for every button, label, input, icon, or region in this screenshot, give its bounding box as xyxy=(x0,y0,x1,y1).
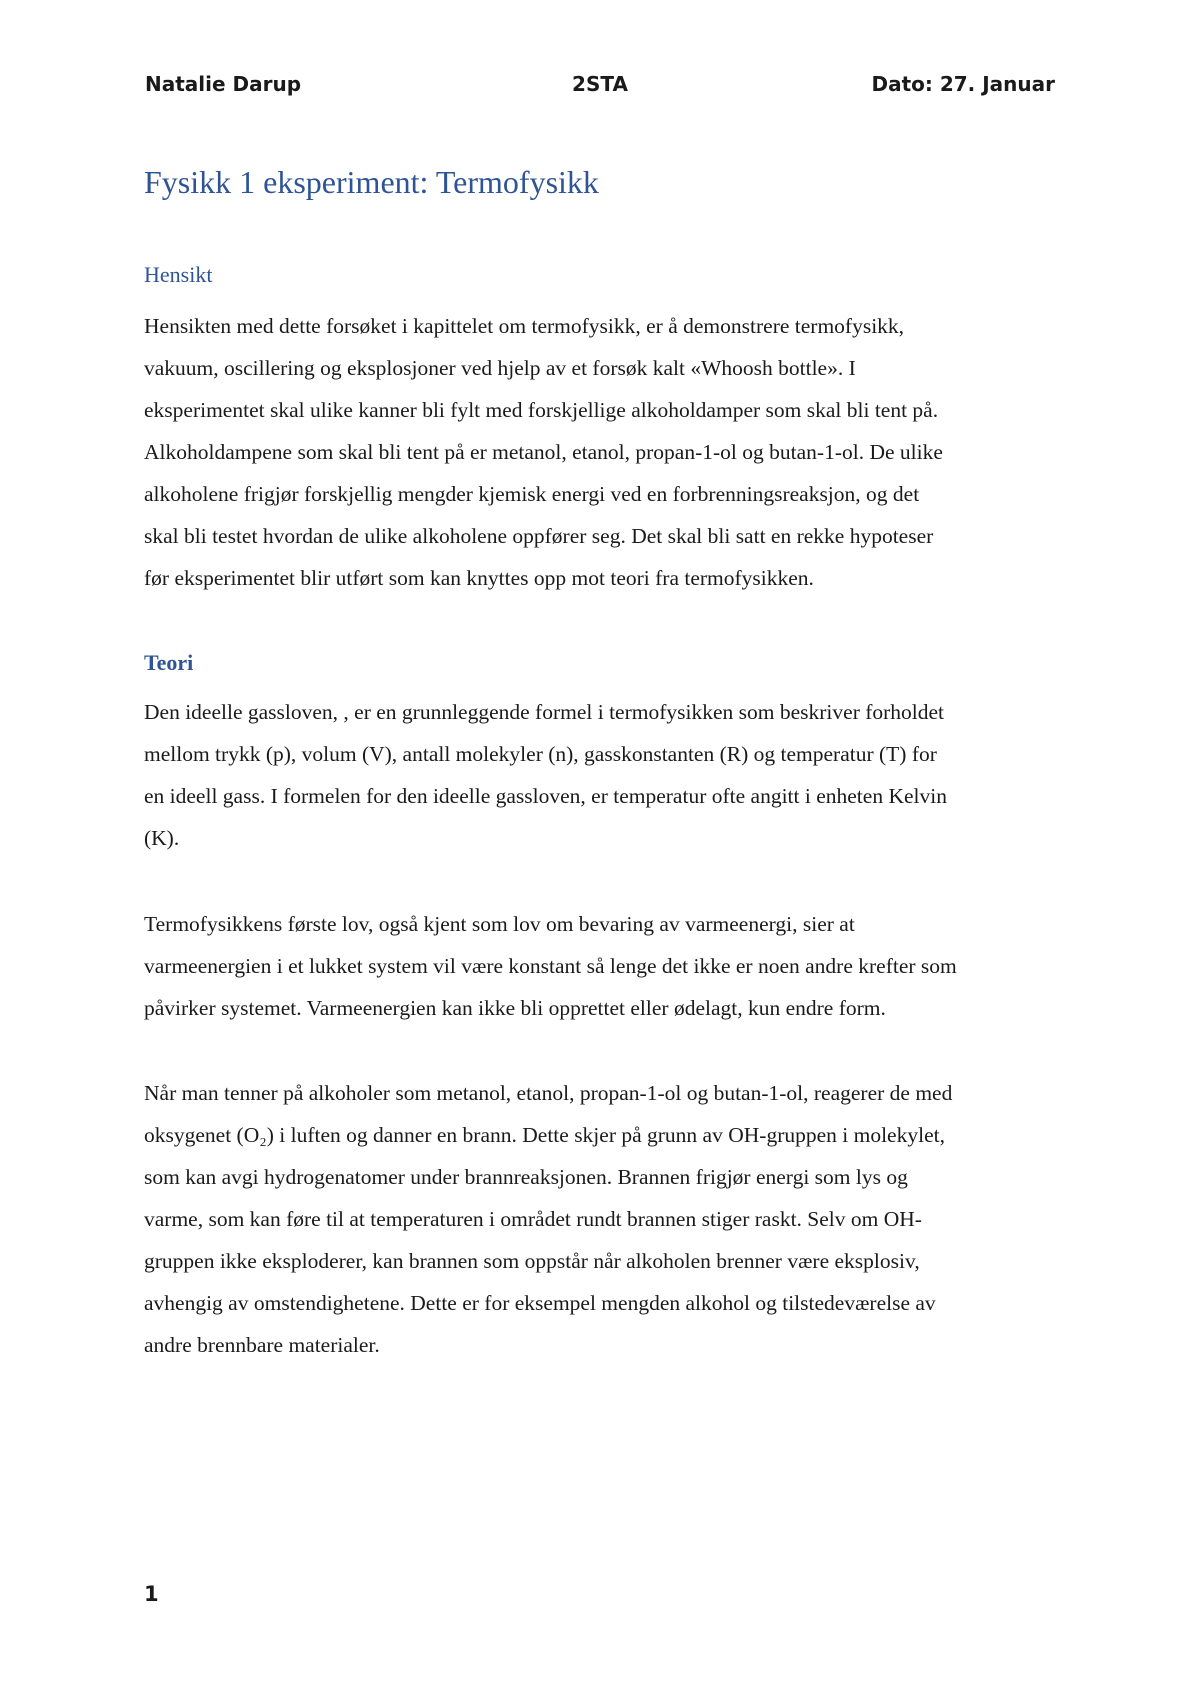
text-line: Termofysikkens første lov, også kjent som lov om bevaring av varmeenergi, sier at xyxy=(144,912,855,936)
text-line: Hensikten med dette forsøket i kapittelet om termofysikk, er å demonstrere termofysikk, xyxy=(144,314,905,338)
header-date: Dato: 27. Januar xyxy=(871,72,1055,96)
header-author: Natalie Darup xyxy=(145,72,302,96)
header-class: 2STA xyxy=(572,72,628,96)
text-line: en ideell gass. I formelen for den ideelle gassloven, er temperatur ofte angitt i enheten Kelvin xyxy=(144,784,947,808)
teori-paragraph-gas-law xyxy=(144,691,1068,859)
teori-paragraph-combustion xyxy=(144,1072,1068,1366)
text-line: varme, som kan føre til at temperaturen i området rundt brannen stiger raskt. Selv om OH- xyxy=(144,1207,922,1231)
page-header xyxy=(145,72,1055,102)
teori-paragraph-first-law xyxy=(144,903,1068,1029)
text-line: Den ideelle gassloven, , er en grunnleggende formel i termofysikken som beskriver forholdet xyxy=(144,700,945,724)
section-heading-hensikt: Hensikt xyxy=(144,262,213,287)
text-line: vakuum, oscillering og eksplosjoner ved hjelp av et forsøk kalt «Whoosh bottle». I xyxy=(144,356,856,380)
text-line: skal bli testet hvordan de ulike alkoholene oppfører seg. Det skal bli satt en rekke hypoteser xyxy=(144,524,934,548)
text-line: gruppen ikke eksploderer, kan brannen som oppstår når alkoholen brenner være eksplosiv, xyxy=(144,1249,920,1273)
text-line: Når man tenner på alkoholer som metanol, etanol, propan-1-ol og butan-1-ol, reagerer de med xyxy=(144,1081,953,1105)
text-line: (K). xyxy=(144,826,180,850)
hensikt-paragraph xyxy=(144,305,1068,599)
section-heading-teori: Teori xyxy=(144,650,194,675)
text-line: Alkoholdampene som skal bli tent på er metanol, etanol, propan-1-ol og butan-1-ol. De ulike xyxy=(144,440,943,464)
text-line: før eksperimentet blir utført som kan knyttes opp mot teori fra termofysikken. xyxy=(144,566,814,590)
text-line: varmeenergien i et lukket system vil være konstant så lenge det ikke er noen andre krefter som xyxy=(144,954,957,978)
text-line: påvirker systemet. Varmeenergien kan ikke bli opprettet eller ødelagt, kun endre form. xyxy=(144,996,886,1020)
text-line: som kan avgi hydrogenatomer under brannreaksjonen. Brannen frigjør energi som lys og xyxy=(144,1165,908,1189)
text-line: eksperimentet skal ulike kanner bli fylt med forskjellige alkoholdamper som skal bli tent på. xyxy=(144,398,939,422)
document-title: Fysikk 1 eksperiment: Termofysikk xyxy=(144,164,599,200)
text-line: avhengig av omstendighetene. Dette er for eksempel mengden alkohol og tilstedeværelse av xyxy=(144,1291,936,1315)
text-line: alkoholene frigjør forskjellig mengder kjemisk energi ved en forbrenningsreaksjon, og det xyxy=(144,482,920,506)
text-line: andre brennbare materialer. xyxy=(144,1333,380,1357)
text-line: mellom trykk (p), volum (V), antall molekyler (n), gasskonstanten (R) og temperatur (T) for xyxy=(144,742,937,766)
text-line: oksygenet (O₂) i luften og danner en brann. Dette skjer på grunn av OH-gruppen i molekylet, xyxy=(144,1123,945,1147)
page-number: 1 xyxy=(144,1582,159,1606)
